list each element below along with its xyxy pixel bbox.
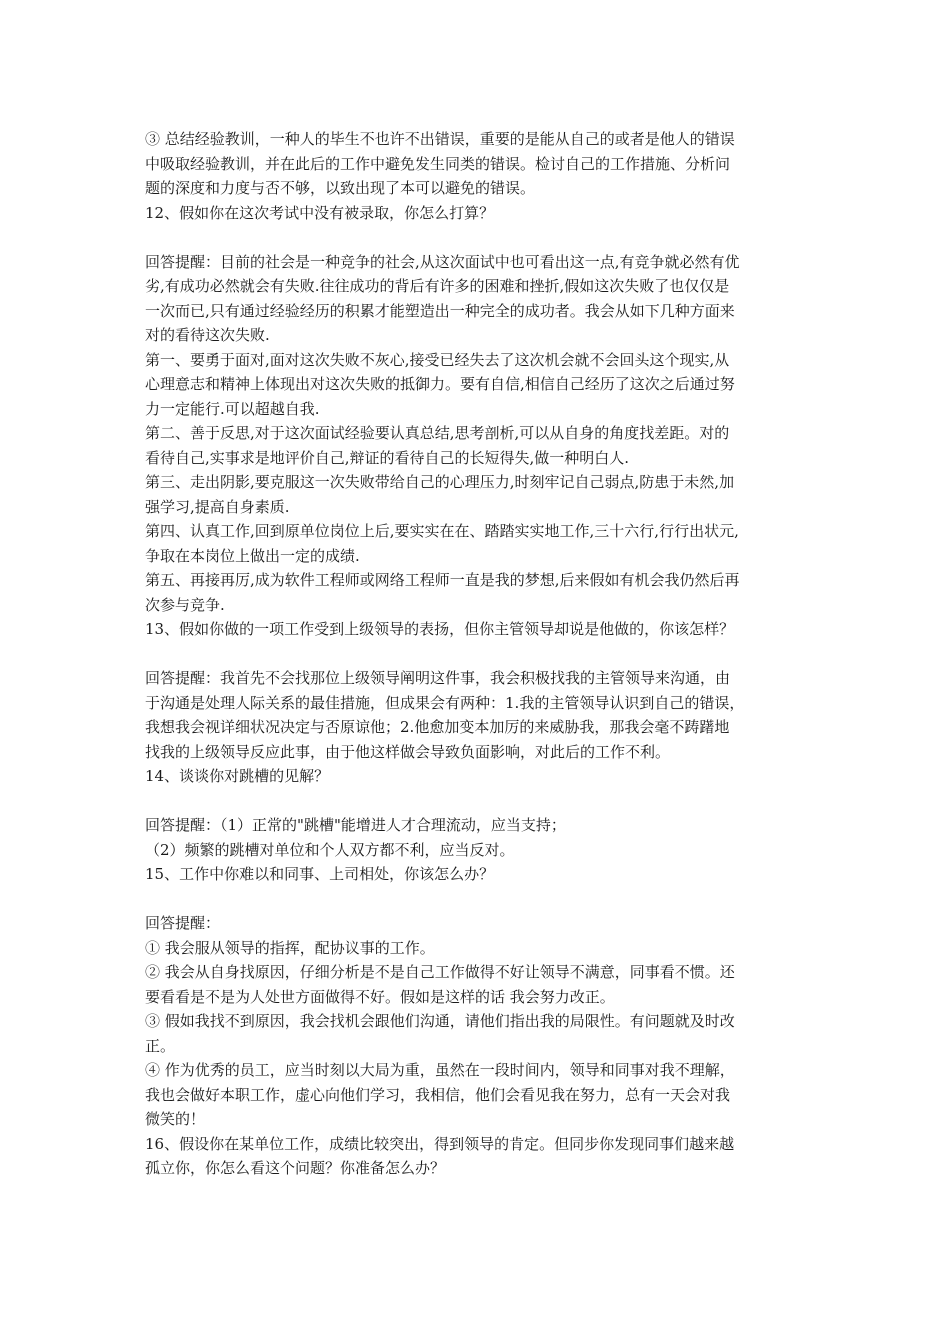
text-line: ③ 假如我找不到原因，我会找机会跟他们沟通，请他们指出我的局限性。有问题就及时改 bbox=[145, 1012, 735, 1030]
text-line: 第四、认真工作,回到原单位岗位上后,要实实在在、踏踏实实地工作,三十六行,行行出状元, bbox=[145, 522, 739, 540]
document-body bbox=[145, 127, 825, 1181]
text-line: 微笑的！ bbox=[145, 1110, 206, 1128]
text-line: 次参与竞争. bbox=[145, 595, 225, 614]
blank-line bbox=[145, 789, 825, 814]
text-line: 中吸取经验教训，并在此后的工作中避免发生同类的错误。检讨自己的工作措施、分析问 bbox=[145, 154, 731, 173]
text-line: 第五、再接再厉,成为软件工程师或网络工程师一直是我的梦想,后来假如有机会我仍然后再 bbox=[145, 571, 740, 589]
text-line: 我也会做好本职工作，虚心向他们学习，我相信，他们会看见我在努力，总有一天会对我 bbox=[145, 1085, 731, 1104]
text-line: 回答提醒：（1）正常的"跳槽"能增进人才合理流动，应当支持； bbox=[145, 816, 566, 834]
text-line: 16、假设你在某单位工作，成绩比较突出，得到领导的肯定。但同步你发现同事们越来越 bbox=[145, 1134, 735, 1153]
text-line: 心理意志和精神上体现出对这次失败的抵御力。要有自信,相信自己经历了这次之后通过努 bbox=[145, 375, 735, 393]
text-line: 于沟通是处理人际关系的最佳措施，但成果会有两种：1.我的主管领导认识到自己的错误， bbox=[145, 693, 745, 712]
text-line: 回答提醒：我首先不会找那位上级领导阐明这件事，我会积极找我的主管领导来沟通，由 bbox=[145, 669, 731, 687]
text-line: 15、工作中你难以和同事、上司相处，你该怎么办？ bbox=[145, 865, 495, 883]
text-line: 12、假如你在这次考试中没有被录取，你怎么打算？ bbox=[145, 203, 495, 222]
text-line: 一次而已,只有通过经验经历的积累才能塑造出一种完全的成功者。我会从如下几种方面来 bbox=[145, 301, 735, 320]
text-line: 力一定能行.可以超越自我. bbox=[145, 399, 320, 418]
text-line: 题的深度和力度与否不够，以致出现了本可以避免的错误。 bbox=[145, 179, 536, 197]
text-line: 我想我会视详细状况决定与否原谅他；2.他愈加变本加厉的来威胁我，那我会毫不踌躇地 bbox=[145, 718, 730, 736]
text-line: ① 我会服从领导的指挥，配协议事的工作。 bbox=[145, 938, 435, 957]
text-line: 要看看是不是为人处世方面做得不好。假如是这样的话 我会努力改正。 bbox=[145, 987, 615, 1006]
text-line: 第三、走出阴影,要克服这一次失败带给自己的心理压力,时刻牢记自己弱点,防患于未然,加 bbox=[145, 473, 735, 491]
text-line: ③ 总结经验教训，一种人的毕生不也许不出错误，重要的是能从自己的或者是他人的错误 bbox=[145, 130, 735, 148]
text-line: ④ 作为优秀的员工，应当时刻以大局为重，虽然在一段时间内，领导和同事对我不理解， bbox=[145, 1061, 735, 1079]
text-line: 正。 bbox=[145, 1036, 176, 1055]
text-line: 回答提醒：目前的社会是一种竞争的社会,从这次面试中也可看出这一点,有竞争就必然有优 bbox=[145, 252, 740, 271]
blank-line bbox=[145, 225, 825, 250]
text-line: 14、谈谈你对跳槽的见解？ bbox=[145, 767, 330, 785]
text-line: 回答提醒： bbox=[145, 914, 221, 932]
text-line: 看待自己,实事求是地评价自己,辩证的看待自己的长短得失,做一种明白人. bbox=[145, 448, 630, 467]
text-line: 第一、要勇于面对,面对这次失败不灰心,接受已经失去了这次机会就不会回头这个现实,从 bbox=[145, 350, 730, 369]
text-line: 劣,有成功必然就会有失败.往往成功的背后有许多的困难和挫折,假如这次失败了也仅仅是 bbox=[145, 277, 730, 295]
blank-line bbox=[145, 642, 825, 667]
blank-line bbox=[145, 887, 825, 912]
text-line: 强学习,提高自身素质. bbox=[145, 497, 290, 516]
text-line: 争取在本岗位上做出一定的成绩. bbox=[145, 546, 360, 565]
text-line: 找我的上级领导反应此事，由于他这样做会导致负面影响，对此后的工作不利。 bbox=[145, 742, 671, 761]
text-line: 第二、善于反思,对于这次面试经验要认真总结,思考剖析,可以从自身的角度找差距。对的 bbox=[145, 424, 730, 442]
text-line: ② 我会从自身找原因，仔细分析是不是自己工作做得不好让领导不满意，同事看不惯。还 bbox=[145, 963, 735, 981]
text-line: 对的看待这次失败. bbox=[145, 326, 270, 344]
text-line: 孤立你，你怎么看这个问题？你准备怎么办？ bbox=[145, 1159, 446, 1177]
text-line: （2）频繁的跳槽对单位和个人双方都不利，应当反对。 bbox=[145, 840, 515, 859]
text-line: 13、假如你做的一项工作受到上级领导的表扬，但你主管领导却说是他做的，你该怎样？ bbox=[145, 620, 735, 638]
